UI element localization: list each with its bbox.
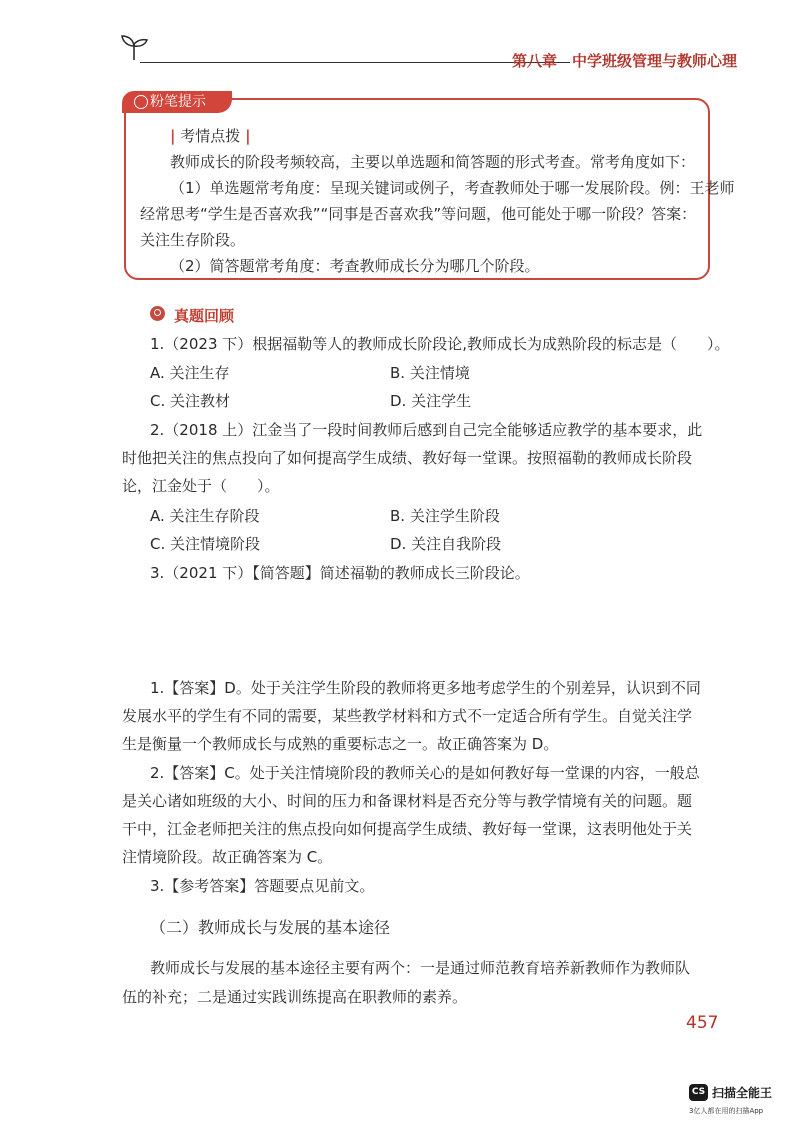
watermark-slogan: 3亿人都在用的扫描App — [689, 1107, 764, 1115]
tip-point1-line3: 关注生存阶段。 — [140, 231, 246, 249]
camscanner-logo-icon: CS — [689, 1084, 708, 1101]
q1-stem: 1.（2023 下）根据福勒等人的教师成长阶段论,教师成长为成熟阶段的标志是（ ）。 — [150, 335, 730, 353]
chapter-title: 第八章 中学班级管理与教师心理 — [512, 52, 738, 70]
tip-point1-line2: 经常思考“学生是否喜欢我”“同事是否喜欢我”等问题，他可能处于哪一阶段？答案： — [140, 205, 697, 223]
review-icon-mark — [154, 309, 161, 316]
tip-point2: （2）简答题常考角度：考查教师成长分为哪几个阶段。 — [170, 257, 540, 275]
tip-intro: 教师成长的阶段考频较高，主要以单选题和简答题的形式考查。常考角度如下： — [170, 153, 696, 171]
q1-option-d: D. 关注学生 — [390, 392, 472, 410]
answer3: 3.【参考答案】答题要点见前文。 — [150, 877, 375, 895]
header-rule — [140, 62, 570, 63]
q1-option-c: C. 关注教材 — [150, 392, 231, 410]
watermark-brand: 扫描全能王 — [712, 1086, 773, 1100]
section2-heading: （二）教师成长与发展的基本途径 — [150, 918, 391, 937]
bracket-right-icon: | — [245, 127, 251, 145]
review-heading: 真题回顾 — [174, 307, 235, 325]
q2-option-b: B. 关注学生阶段 — [390, 507, 500, 525]
sprout-icon — [118, 30, 150, 62]
tip-subhead-label: 考情点拨 — [180, 127, 241, 145]
answer2-line2: 是关心诸如班级的大小、时间的压力和备课材料是否充分等与教学情境有关的问题。题 — [122, 792, 693, 810]
q2-option-d: D. 关注自我阶段 — [390, 535, 502, 553]
answer2-line4: 注情境阶段。故正确答案为 C。 — [122, 848, 333, 866]
q2-stem-line1: 2.（2018 上）江金当了一段时间教师后感到自己完全能够适应教学的基本要求，此 — [150, 421, 703, 439]
q2-stem-line3: 论，江金处于（ ）。 — [122, 477, 280, 495]
tip-tab: 粉笔提示 — [122, 91, 232, 113]
bracket-left-icon: | — [170, 127, 176, 145]
q3-stem: 3.（2021 下）【简答题】简述福勒的教师成长三阶段论。 — [150, 564, 530, 582]
answer1-line2: 发展水平的学生有不同的需要，某些教学材料和方式不一定适合所有学生。自觉关注学 — [122, 707, 693, 725]
q2-option-a: A. 关注生存阶段 — [150, 507, 260, 525]
q2-option-c: C. 关注情境阶段 — [150, 535, 261, 553]
q1-option-b: B. 关注情境 — [390, 364, 470, 382]
chalk-icon — [134, 95, 148, 109]
q2-stem-line2: 时他把关注的焦点投向了如何提高学生成绩、教好每一堂课。按照福勒的教师成长阶段 — [122, 449, 693, 467]
q1-option-a: A. 关注生存 — [150, 364, 230, 382]
tip-point1-line1: （1）单选题常考角度：呈现关键词或例子，考查教师处于哪一发展阶段。例：王老师 — [170, 179, 735, 197]
answer2-line3: 干中，江金老师把关注的焦点投向如何提高学生成绩、教好每一堂课，这表明他处于关 — [122, 820, 693, 838]
tip-subhead — [170, 126, 251, 146]
answer2-line1: 2.【答案】C。处于关注情境阶段的教师关心的是如何教好每一堂课的内容，一般总 — [150, 764, 700, 782]
section2-body-line2: 伍的补充；二是通过实践训练提高在职教师的素养。 — [122, 988, 468, 1006]
page-number: 457 — [686, 1013, 719, 1033]
answer1-line1: 1.【答案】D。处于关注学生阶段的教师将更多地考虑学生的个别差异，认识到不同 — [150, 679, 701, 697]
answer1-line3: 生是衡量一个教师成长与成熟的重要标志之一。故正确答案为 D。 — [122, 735, 559, 753]
section2-body-line1: 教师成长与发展的基本途径主要有两个：一是通过师范教育培养新教师作为教师队 — [150, 959, 691, 977]
